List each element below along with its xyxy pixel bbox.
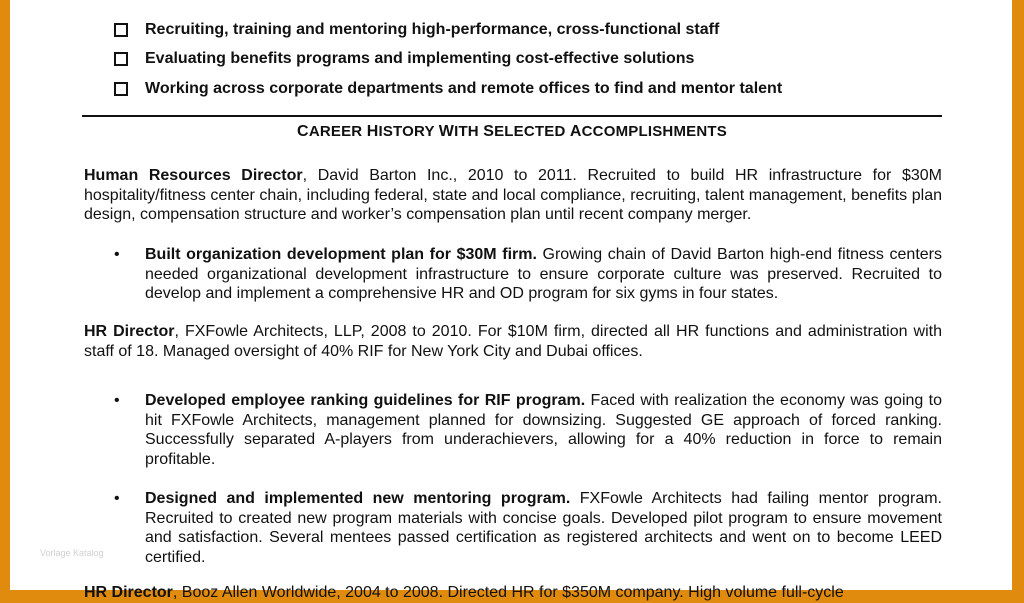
- accomplishment-heading: Developed employee ranking guidelines for RIF program.: [145, 392, 586, 409]
- list-item: [114, 15, 782, 45]
- accomplishment-text: FXFowle Architects had failing mentor program. Recruited to created new program materials with concise goals. Developed pilot program to ensure movement and satisfaction. Several mentees passed certification as registered architects and went on to become LEED certified.: [145, 490, 942, 566]
- resume-page: [10, 0, 1012, 601]
- bullet-icon: •: [114, 246, 120, 263]
- job-entry: [84, 166, 942, 225]
- skill-text: Working across corporate departments and remote offices to find and mentor talent: [145, 79, 783, 97]
- job-description: , Booz Allen Worldwide, 2004 to 2008. Directed HR for $350M company. High volume full-cycle: [172, 584, 844, 601]
- accomplishment-heading: Designed and implemented new mentoring program.: [145, 490, 571, 507]
- checkbox-square-icon: [114, 82, 128, 96]
- job-title: HR Director: [84, 323, 175, 340]
- skill-text: Recruiting, training and mentoring high-performance, cross-functional staff: [145, 20, 720, 38]
- bullet-icon: •: [114, 490, 120, 507]
- checkbox-square-icon: [114, 23, 128, 37]
- section-heading: CAREER HISTORY WITH SELECTED ACCOMPLISHMENTS: [297, 123, 727, 140]
- skills-list: [114, 15, 782, 104]
- skill-text: Evaluating benefits programs and implementing cost-effective solutions: [145, 50, 695, 68]
- accomplishment-item: [84, 245, 942, 304]
- list-item: [114, 74, 782, 104]
- job-entry: [84, 322, 942, 361]
- checkbox-square-icon: [114, 52, 128, 66]
- job-title: Human Resources Director: [84, 167, 303, 184]
- job-description: , David Barton Inc., 2010 to 2011. Recruited to build HR infrastructure for $30M hospitality/fitness center chain, including federal, state and local compliance, recruiting, talent management, benefits plan design, compensation structure and worker’s compensation plan until recent company merger.: [84, 167, 942, 223]
- accomplishment-text: Growing chain of David Barton high-end fitness centers needed organizational development infrastructure to ensure corporate culture was preserved. Recruited to develop and implement a comprehensive HR and OD program for six gyms in four states.: [145, 246, 942, 302]
- accomplishment-item: [84, 489, 942, 567]
- bullet-icon: •: [114, 392, 120, 409]
- job-description: , FXFowle Architects, LLP, 2008 to 2010. For $10M firm, directed all HR functions and administration with staff of 18. Managed oversight of 40% RIF for New York City and Dubai offices.: [84, 323, 943, 360]
- accomplishment-heading: Built organization development plan for $30M firm.: [145, 246, 537, 263]
- list-item: [114, 45, 782, 75]
- accomplishment-item: [84, 391, 942, 469]
- accomplishment-text: Faced with realization the economy was going to hit FXFowle Architects, management planned for downsizing. Suggested GE approach of forced ranking. Successfully separated A-players from underachievers, allowing for a 40% reduction in force to remain profitable.: [145, 392, 942, 468]
- section-divider: [82, 115, 942, 117]
- job-title: HR Director: [84, 584, 173, 601]
- watermark: Vorlage Katalog: [40, 548, 104, 558]
- job-entry: [84, 583, 942, 603]
